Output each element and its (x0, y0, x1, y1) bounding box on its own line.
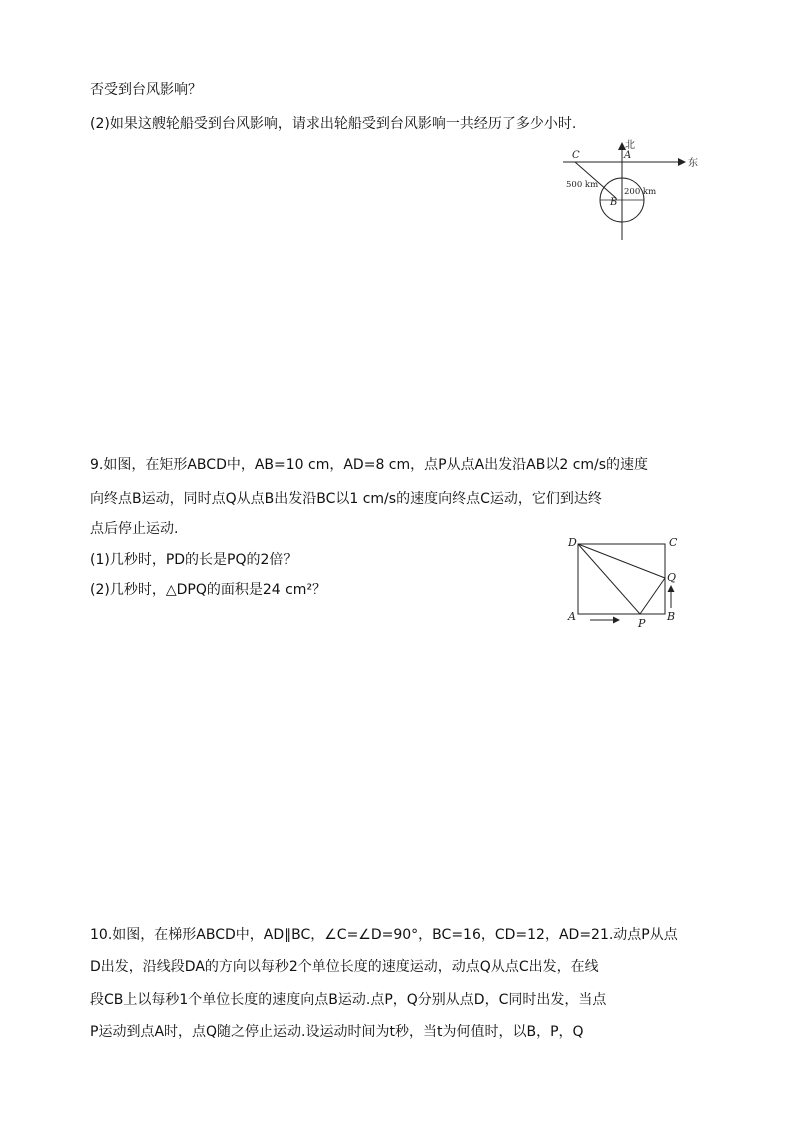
q9-line-1: 9.如图，在矩形ABCD中，AB=10 cm，AD=8 cm，点P从点A出发沿AB以2 cm/s的速度 (90, 457, 649, 473)
east-label: 东 (688, 158, 698, 169)
q8-line-1: 否受到台风影响？ (90, 82, 202, 98)
label-a: A (568, 610, 576, 623)
label-b: B (610, 197, 618, 208)
label-500km: 500 km (566, 180, 599, 190)
label-c: C (669, 536, 678, 549)
segment-pq (640, 578, 665, 614)
typhoon-figure (555, 136, 705, 244)
label-200km: 200 km (624, 187, 657, 197)
segment-dp (578, 544, 640, 614)
q9-line-2: 向终点B运动，同时点Q从点B出发沿BC以1 cm/s的速度向终点C运动，它们到达终 (90, 491, 602, 507)
label-a: A (624, 150, 632, 161)
q10-line-2: D出发，沿线段DA的方向以每秒2个单位长度的速度运动，动点Q从点C出发，在线 (90, 959, 599, 975)
rectangle-abcd (578, 544, 665, 614)
q10-line-4: P运动到点A时，点Q随之停止运动.设运动时间为t秒，当t为何值时，以B，P，Q (90, 1024, 584, 1040)
q9-line-4: (1)几秒时，PD的长是PQ的2倍？ (90, 552, 298, 568)
label-b: B (667, 610, 676, 623)
q10-line-3: 段CB上以每秒1个单位长度的速度向点B运动.点P，Q分别从点D，C同时出发，当点 (90, 992, 607, 1008)
north-label: 北 (625, 140, 635, 151)
q9-line-5: (2)几秒时，△DPQ的面积是24 cm²？ (90, 582, 327, 598)
label-c: C (572, 150, 580, 161)
segment-dq (578, 544, 665, 578)
label-p: P (638, 617, 646, 630)
label-q: Q (667, 571, 677, 584)
q8-line-2: (2)如果这艘轮船受到台风影响，请求出轮船受到台风影响一共经历了多少小时. (90, 116, 577, 132)
q10-line-1: 10.如图，在梯形ABCD中，AD∥BC，∠C=∠D=90°，BC=16，CD=12，AD=21.动点P从点 (90, 927, 678, 943)
q9-line-3: 点后停止运动. (90, 521, 179, 537)
rectangle-figure (565, 532, 685, 628)
label-d: D (568, 536, 577, 549)
